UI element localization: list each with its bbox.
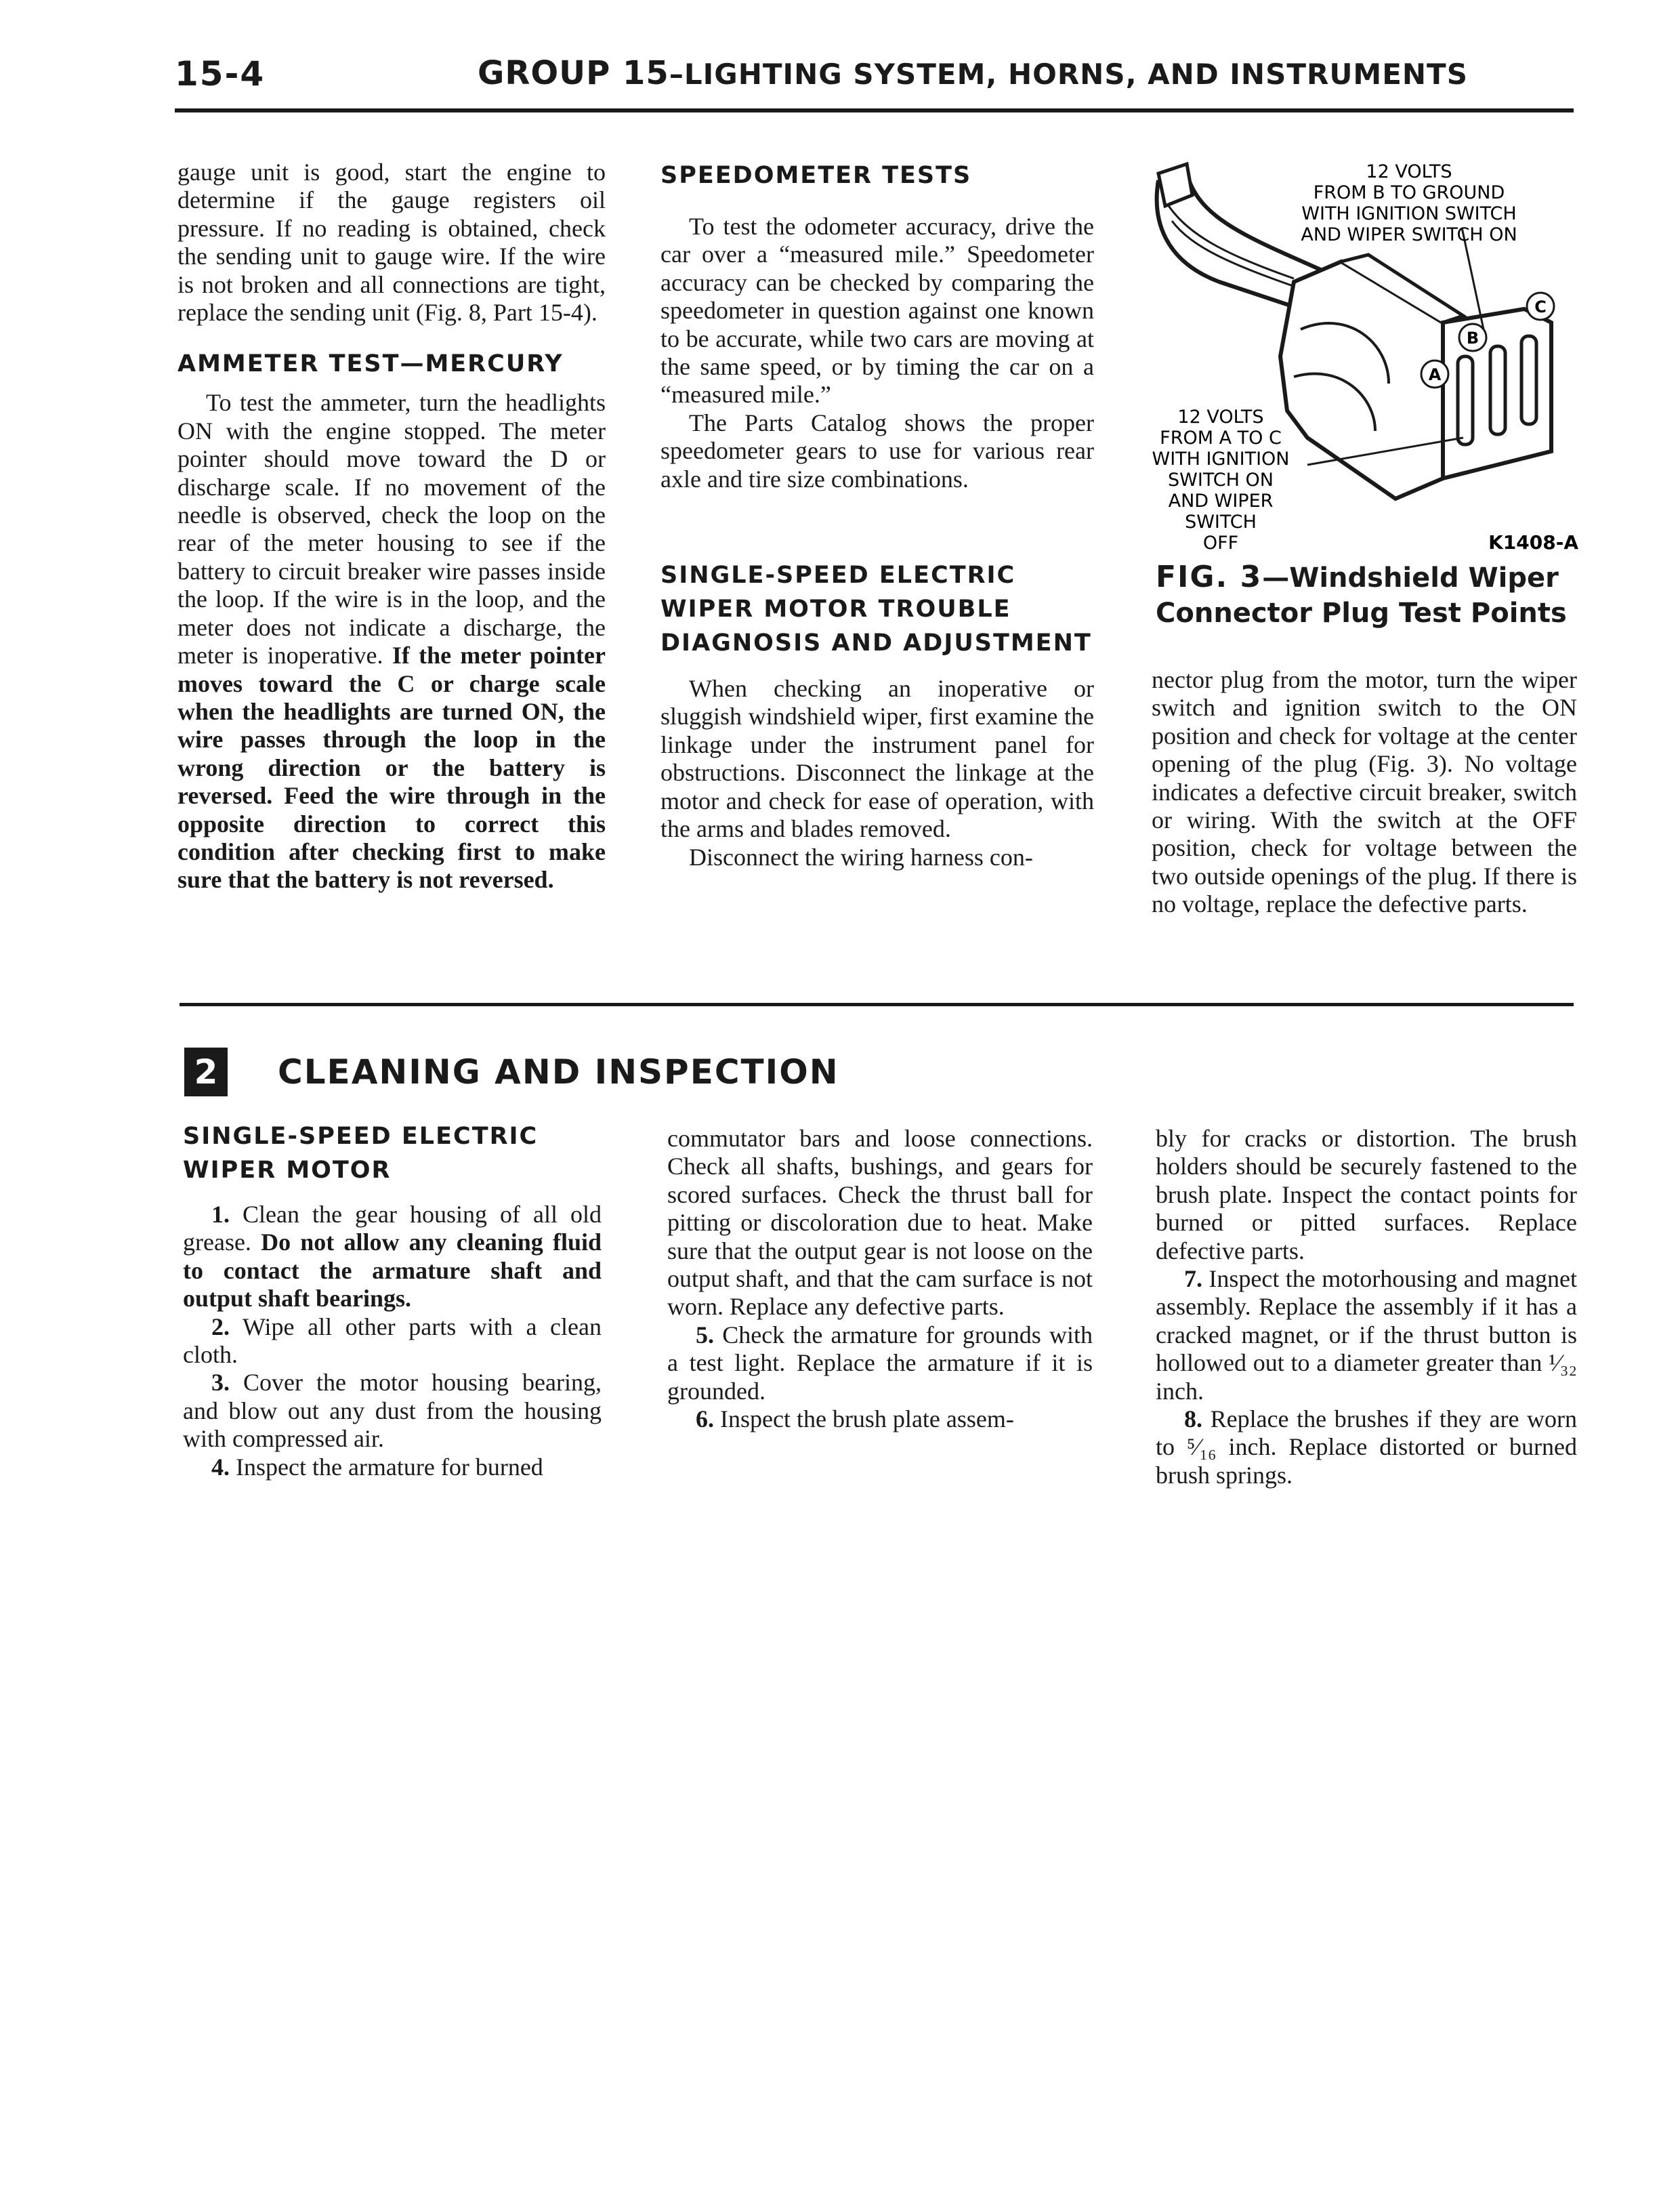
connector-check-paragraph: nector plug from the motor, turn the wiper switch and ignition switch to the ON position and check for voltage at the center opening of the plug (Fig. 3). No voltage indicates a defective circuit breaker, switch or wiring. With the switch at the OFF position, check for voltage between the two outside openings of the plug. If there is no voltage, replace the defective parts.: [1152, 666, 1577, 918]
ammeter-text: To test the ammeter, turn the headlights ON with the engine stopped. The meter pointer should move toward the D or discharge scale. If no movement of the needle is observed, check the loop on the rear of the meter housing to see if the battery to circuit breaker wire passes inside the loop. If the wire is in the loop, and the meter does not indicate a discharge, the meter is inoperative.: [177, 389, 606, 669]
ammeter-heading: AMMETER TEST—MERCURY: [177, 350, 564, 378]
wiper-motor-heading: SINGLE-SPEED ELECTRIC WIPER MOTOR: [183, 1123, 539, 1184]
step-4: [183, 1453, 602, 1481]
section-title: CLEANING AND INSPECTION: [278, 1052, 839, 1092]
step-1: [183, 1201, 602, 1313]
top-label-line-4: AND WIPER SWITCH ON: [1301, 224, 1517, 245]
left-label-line-1: 12 VOLTS: [1177, 407, 1264, 428]
parts-catalog-paragraph: The Parts Catalog shows the proper speedometer gears to use for various rear axle and tire size combinations.: [660, 409, 1094, 493]
left-label-line-3: WITH IGNITION: [1152, 449, 1290, 470]
opening-c: [1521, 336, 1536, 424]
group-label: GROUP 15: [478, 54, 669, 92]
ammeter-paragraph: [177, 389, 606, 894]
connector-plug-figure: [1145, 153, 1592, 560]
column-2: [660, 159, 1094, 871]
step-2-text: Wipe all other parts with a clean cloth.: [183, 1313, 602, 1369]
speedometer-heading: SPEEDOMETER TESTS: [660, 162, 972, 189]
left-label-line-7: OFF: [1202, 533, 1239, 554]
left-label-line-4: SWITCH ON: [1168, 470, 1274, 491]
step-3: [183, 1369, 602, 1453]
step-8-number: 8.: [1184, 1405, 1202, 1433]
step-4-number: 4.: [211, 1453, 230, 1481]
pin-b-label: B: [1466, 329, 1479, 348]
step-3-number: 3.: [211, 1369, 230, 1397]
left-label-line-2: FROM A TO C: [1160, 428, 1282, 449]
top-label-line-2: FROM B TO GROUND: [1313, 182, 1505, 203]
section-number-badge: 2: [184, 1048, 228, 1096]
step-4-continued: commutator bars and loose connections. Check all shafts, bushings, and gears for scored surfaces. Check the thrust ball for pitting or discoloration due to heat. Make sure that the output gear is not loose on the output shaft, and that the cam surface is not worn. Replace any defective parts.: [667, 1125, 1093, 1321]
step-6: [667, 1405, 1093, 1433]
step-6-number: 6.: [696, 1405, 714, 1433]
step-5-number: 5.: [696, 1321, 714, 1348]
header-rule: [175, 108, 1574, 112]
section-divider: [180, 1003, 1574, 1006]
step-7-number: 7.: [1184, 1265, 1202, 1293]
wiper-trouble-heading: SINGLE-SPEED ELECTRIC WIPER MOTOR TROUBLE DIAGNOSIS AND ADJUSTMENT: [660, 562, 1092, 657]
left-label-line-5: AND WIPER: [1168, 491, 1274, 512]
step-7: [1156, 1265, 1577, 1405]
step-1-caution: Do not allow any cleaning fluid to contact the armature shaft and output shaft bearings.: [183, 1229, 602, 1313]
step-8: [1156, 1405, 1577, 1489]
step-6-text: Inspect the brush plate assem-: [720, 1405, 1014, 1433]
pin-a-label: A: [1428, 365, 1442, 384]
oil-gauge-paragraph: gauge unit is good, start the engine to determine if the gauge registers oil pressure. If no reading is obtained, check the sending unit to gauge wire. If the wire is not broken and all connections are tight, replace the sending unit (Fig. 8, Part 15-4).: [177, 159, 606, 327]
opening-b: [1490, 346, 1505, 434]
figure-caption-label: FIG. 3: [1156, 560, 1263, 594]
step-1-number: 1.: [211, 1201, 230, 1228]
step-2-number: 2.: [211, 1313, 230, 1340]
group-subtitle: –LIGHTING SYSTEM, HORNS, AND INSTRUMENTS: [669, 58, 1468, 91]
disconnect-paragraph: Disconnect the wiring harness con-: [689, 843, 1033, 871]
left-label-line-6: SWITCH: [1185, 512, 1257, 533]
wire-line-1: [1165, 201, 1294, 278]
cable-end: [1158, 164, 1192, 206]
figure-code: K1408-A: [1488, 531, 1578, 554]
section2-column-3: [1156, 1125, 1577, 1489]
step-5: [667, 1321, 1093, 1405]
step-6-continued: bly for cracks or distortion. The brush holders should be securely fastened to the brush plate. Inspect the contact points for burned or pitted surfaces. Replace defective parts.: [1156, 1125, 1577, 1264]
page-number: 15-4: [175, 54, 266, 94]
pin-c-label: C: [1534, 297, 1547, 316]
step-7-text: Inspect the motorhousing and magnet assembly. Replace the assembly if it has a cracked magnet, or if the thrust button is hollowed out to a diameter greater than ¹⁄₃₂ inch.: [1156, 1265, 1577, 1405]
step-4-text: Inspect the armature for burned: [236, 1453, 543, 1481]
section2-column-2: [667, 1125, 1093, 1433]
top-label-line-3: WITH IGNITION SWITCH: [1301, 203, 1517, 224]
step-2: [183, 1313, 602, 1369]
column-3: [1152, 666, 1577, 919]
step-1-text: Clean the gear housing of all old grease.: [183, 1201, 602, 1256]
step-3-text: Cover the motor housing bearing, and blow out any dust from the housing with compressed air.: [183, 1369, 602, 1453]
page-header-title: [478, 54, 1468, 92]
figure-caption-text: —Windshield Wiper Connector Plug Test Points: [1156, 562, 1567, 629]
ammeter-warning: If the meter pointer moves toward the C or charge scale when the headlights are turned ON, the wire passes through the loop in the wrong direction or the battery is reversed. Feed the wire through in the opposite direction to correct this condition after checking first to make sure that the battery is not reversed.: [177, 642, 606, 894]
opening-a: [1458, 356, 1473, 445]
column-1: [177, 159, 606, 894]
top-label-line-1: 12 VOLTS: [1366, 161, 1452, 182]
figure-caption: [1156, 560, 1680, 631]
step-8-text: Replace the brushes if they are worn to ⁵⁄₁₆ inch. Replace distorted or burned brush springs.: [1156, 1405, 1578, 1489]
speedometer-paragraph: To test the odometer accuracy, drive the car over a “measured mile.” Speedometer accuracy can be checked by comparing the speedometer in question against one known to be accurate, while two cars are moving at the same speed, or by timing the car on a “measured mile.”: [660, 213, 1094, 409]
wiper-check-paragraph: When checking an inoperative or sluggish windshield wiper, first examine the linkage under the instrument panel for obstructions. Disconnect the linkage at the motor and check for ease of operation, with the arms and blades removed.: [660, 675, 1094, 843]
section2-column-1: [183, 1119, 602, 1481]
step-5-text: Check the armature for grounds with a test light. Replace the armature if it is grounded.: [667, 1321, 1093, 1405]
